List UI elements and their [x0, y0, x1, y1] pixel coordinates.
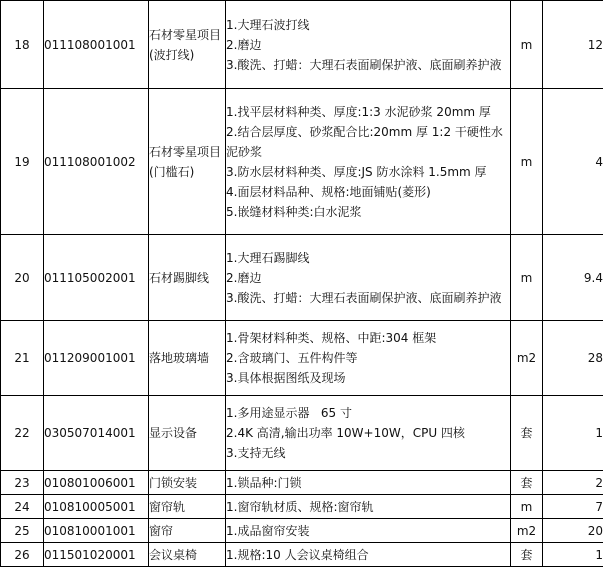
description-line: 1.大理石波打线 [226, 17, 310, 32]
item-description [226, 235, 511, 321]
item-number: 24 [1, 495, 44, 519]
description-line: 5.嵌缝材料种类:白水泥浆 [226, 204, 362, 219]
item-quantity: 7 [543, 495, 603, 519]
item-unit: 套 [511, 396, 543, 471]
table-row [1, 235, 603, 321]
description-line: 3.酸洗、打蜡：大理石表面刷保护液、底面刷养护液 [226, 57, 502, 72]
item-quantity: 28 [543, 321, 603, 396]
item-name: 石材零星项目(波打线) [149, 1, 226, 89]
item-description [226, 495, 511, 519]
item-number: 26 [1, 543, 44, 567]
description-line: 3.具体根据图纸及现场 [226, 371, 346, 385]
description-line: 1.大理石踢脚线 [226, 250, 310, 265]
description-line: 1.规格:10 人会议桌椅组合 [226, 547, 369, 562]
item-unit: 套 [511, 543, 543, 567]
description-line: 1.骨架材料种类、规格、中距:304 框架 [226, 331, 437, 345]
description-line: 3.酸洗、打蜡：大理石表面刷保护液、底面刷养护液 [226, 290, 502, 305]
item-name: 会议桌椅 [149, 543, 226, 567]
item-description [226, 396, 511, 471]
item-description [226, 321, 511, 396]
table-row [1, 1, 603, 89]
item-quantity: 2 [543, 471, 603, 495]
item-code: 011108001001 [44, 1, 149, 89]
item-unit: m2 [511, 321, 543, 396]
item-number: 20 [1, 235, 44, 321]
table-row [1, 321, 603, 396]
item-name: 显示设备 [149, 396, 226, 471]
description-line: 1.窗帘轨材质、规格:窗帘轨 [226, 499, 374, 514]
item-unit: m [511, 235, 543, 321]
description-line: 1.找平层材料种类、厚度:1:3 水泥砂浆 20mm 厚 [226, 104, 491, 119]
item-quantity: 9.4 [543, 235, 603, 321]
description-line: 2.含玻璃门、五件构件等 [226, 351, 358, 365]
description-line: 1.多用途显示器 65 寸 [226, 406, 352, 420]
item-description [226, 471, 511, 495]
item-name: 石材零星项目(门槛石) [149, 89, 226, 235]
item-description [226, 1, 511, 89]
item-description [226, 89, 511, 235]
item-unit: 套 [511, 471, 543, 495]
item-unit: m [511, 1, 543, 89]
item-name: 窗帘轨 [149, 495, 226, 519]
item-number: 19 [1, 89, 44, 235]
description-line: 1.锁品种:门锁 [226, 475, 302, 490]
item-code: 010810001001 [44, 519, 149, 543]
item-quantity: 4 [543, 89, 603, 235]
table-row [1, 89, 603, 235]
description-line: 3.支持无线 [226, 446, 286, 460]
item-unit: m [511, 89, 543, 235]
description-line: 1.成品窗帘安装 [226, 523, 310, 538]
description-line: 4.面层材料品种、规格:地面铺贴(菱形) [226, 184, 431, 199]
table-row [1, 543, 603, 567]
item-number: 25 [1, 519, 44, 543]
description-line: 2.磨边 [226, 270, 262, 285]
item-name: 石材踢脚线 [149, 235, 226, 321]
item-quantity: 1 [543, 543, 603, 567]
item-unit: m2 [511, 519, 543, 543]
item-number: 23 [1, 471, 44, 495]
item-number: 21 [1, 321, 44, 396]
item-name: 窗帘 [149, 519, 226, 543]
item-code: 030507014001 [44, 396, 149, 471]
item-code: 010810005001 [44, 495, 149, 519]
description-line: 2.结合层厚度、砂浆配合比:20mm 厚 1:2 干硬性水泥砂浆 [226, 124, 503, 159]
item-quantity: 20 [543, 519, 603, 543]
item-code: 011209001001 [44, 321, 149, 396]
table-row [1, 519, 603, 543]
item-description [226, 519, 511, 543]
item-quantity: 1 [543, 396, 603, 471]
item-unit: m [511, 495, 543, 519]
table-row [1, 396, 603, 471]
item-code: 011105002001 [44, 235, 149, 321]
table-row [1, 471, 603, 495]
item-description [226, 543, 511, 567]
item-code: 010801006001 [44, 471, 149, 495]
description-line: 3.防水层材料种类、厚度:JS 防水涂料 1.5mm 厚 [226, 164, 487, 179]
description-line: 2.4K 高清,输出功率 10W+10W，CPU 四核 [226, 426, 465, 440]
item-number: 22 [1, 396, 44, 471]
item-quantity: 12 [543, 1, 603, 89]
description-line: 2.磨边 [226, 37, 262, 52]
item-number: 18 [1, 1, 44, 89]
item-code: 011501020001 [44, 543, 149, 567]
item-code: 011108001002 [44, 89, 149, 235]
item-name: 门锁安装 [149, 471, 226, 495]
item-name: 落地玻璃墙 [149, 321, 226, 396]
table-row [1, 495, 603, 519]
